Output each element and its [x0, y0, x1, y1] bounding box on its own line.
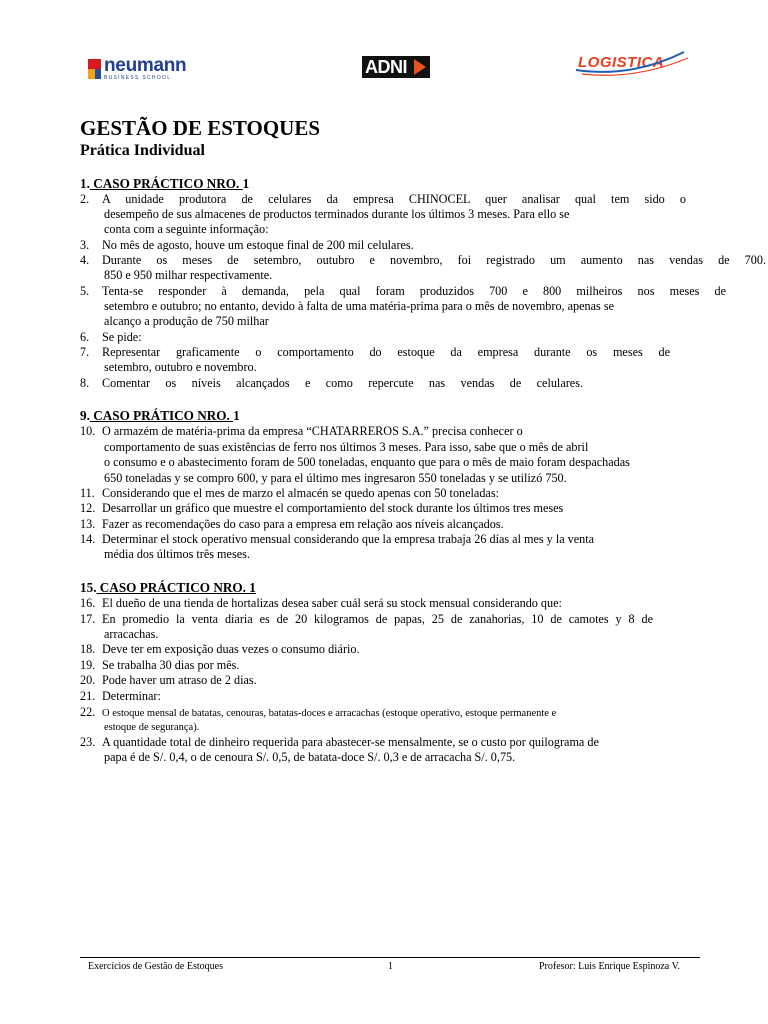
adni-logo: [362, 56, 430, 78]
list-item: 10. O armazém de matéria-prima da empresa “CHATARREROS S.A.” precisa conhecer o: [80, 424, 523, 438]
list-item: 23. A quantidade total de dinheiro requerida para abastecer-se mensalmente, se o custo por quilograma de: [80, 735, 599, 749]
list-item: 4. Durante os meses de setembro, outubro e novembro, foi registrado um aumento nas vendas de 700.: [80, 253, 766, 267]
list-item: 22. O estoque mensal de batatas, cenouras, batatas-doces e arracachas (estoque operativo, estoque permanente e: [80, 705, 557, 719]
neumann-logo-subtitle: BUSINESS SCHOOL: [104, 75, 172, 81]
list-item: 16. El dueño de una tienda de hortalizas desea saber cuál será su stock mensual considerando que:: [80, 596, 562, 610]
list-item-line: conta com a seguinte informação:: [104, 222, 269, 236]
adni-logo-name: ADNI: [362, 56, 410, 78]
list-item: 6. Se pide:: [80, 330, 142, 344]
list-item: 18. Deve ter em exposição duas vezes o consumo diário.: [80, 642, 360, 656]
list-item-line: arracachas.: [104, 627, 159, 641]
list-item: 19. Se trabalha 30 dias por mês.: [80, 658, 240, 672]
list-item-line: média dos últimos três meses.: [104, 547, 250, 561]
list-item-line: estoque de segurança).: [104, 722, 200, 733]
list-item: 17. En promedio la venta diaria es de 20 kilogramos de papas, 25 de zanahorias, 10 de camotes y 8 de: [80, 612, 653, 626]
neumann-logo-icon: [88, 59, 101, 79]
list-item-line: setembro e outubro; no entanto, devido à falta de uma matéria-prima para o mês de novembro, apenas se: [104, 299, 615, 313]
page-subtitle: Prática Individual: [80, 142, 205, 159]
list-item-line: alcanço a produção de 750 milhar: [104, 314, 269, 328]
section-heading: 9. CASO PRÁTICO NRO. 1: [80, 408, 240, 423]
list-item-line: comportamento de suas existências de ferro nos últimos 3 meses. Para isso, sabe que o mês de abril: [104, 440, 589, 454]
list-item: 20. Pode haver um atraso de 2 dias.: [80, 673, 257, 687]
list-item: 13. Fazer as recomendações do caso para a empresa em relação aos níveis alcançados.: [80, 517, 504, 531]
list-item: 14. Determinar el stock operativo mensual considerando que la empresa trabaja 26 días al mes y la venta: [80, 532, 595, 546]
footer-left: Exercícios de Gestão de Estoques: [88, 961, 223, 972]
list-item: 5. Tenta-se responder à demanda, pela qual foram produzidos 700 e 800 milheiros nos meses de: [80, 284, 726, 298]
list-item-line: o consumo e o abastecimento foram de 500 toneladas, enquanto que para o mês de maio foram despachadas: [104, 455, 630, 469]
list-item: 8. Comentar os níveis alcançados e como repercute nas vendas de celulares.: [80, 376, 583, 390]
list-item-line: 650 toneladas y se compro 600, y para el último mes ingresaron 550 toneladas y se utilizó 750.: [104, 471, 567, 485]
list-item: 21. Determinar:: [80, 689, 161, 703]
section-heading: 15. CASO PRÁCTICO NRO. 1: [80, 580, 256, 595]
footer-page-number: 1: [388, 961, 393, 972]
logistica-swoosh-icon: [572, 48, 692, 78]
list-item: 3. No mês de agosto, houve um estoque final de 200 mil celulares.: [80, 238, 414, 252]
footer-right: Profesor: Luis Enrique Espinoza V.: [539, 961, 681, 972]
list-item-line: papa é de S/. 0,4, o de cenoura S/. 0,5, de batata-doce S/. 0,3 e de arracacha S/. 0,75.: [104, 750, 516, 764]
section-heading: 1. CASO PRÁCTICO NRO. 1: [80, 176, 250, 191]
list-item: 11. Considerando que el mes de marzo el almacén se quedo apenas con 50 toneladas:: [80, 486, 499, 500]
list-item-line: 850 e 950 milhar respectivamente.: [104, 268, 273, 282]
page-title: GESTÃO DE ESTOQUES: [80, 116, 321, 140]
neumann-logo-name: neumann: [104, 55, 187, 76]
adni-arrow-icon: [410, 56, 430, 78]
list-item-line: setembro, outubro e novembro.: [104, 360, 257, 374]
list-item: 12. Desarrollar un gráfico que muestre el comportamiento del stock durante los últimos tres meses: [80, 501, 564, 515]
logistica-logo-name: LOGISTICA: [578, 54, 665, 71]
neumann-logo: [88, 56, 186, 81]
logistica-logo: [578, 54, 664, 71]
list-item: 2. A unidade produtora de celulares da empresa CHINOCEL quer analisar qual tem sido o: [80, 192, 686, 206]
footer-divider: [80, 957, 700, 958]
list-item: 7. Representar graficamente o comportamento do estoque da empresa durante os meses de: [80, 345, 670, 359]
list-item-line: desempeño de sus almacenes de productos terminados durante los últimos 3 meses. Para ello se: [104, 207, 570, 221]
